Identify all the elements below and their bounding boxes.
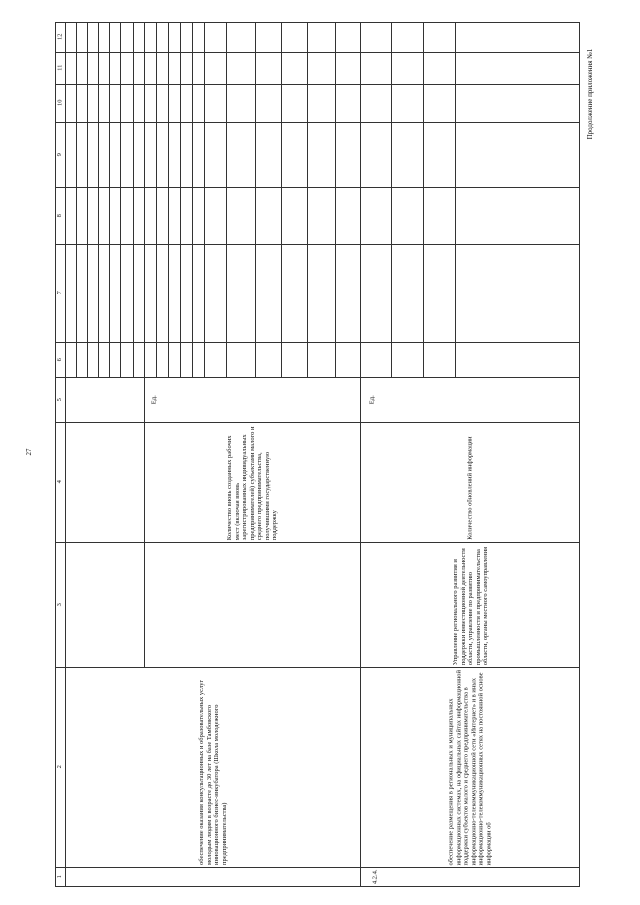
table-rule	[156, 22, 157, 377]
table-rule	[55, 867, 580, 868]
column-number-2	[55, 667, 65, 867]
column-number-12-text: 12	[56, 33, 64, 41]
table-rule	[391, 22, 392, 377]
column-number-4-text: 4	[56, 480, 64, 484]
column-number-7	[55, 244, 65, 342]
table-rule	[120, 22, 121, 377]
page-number	[14, 448, 44, 458]
section-a-unit-text: Ед.	[150, 395, 158, 404]
column-number-3-text: 3	[56, 602, 64, 607]
table-rule	[76, 22, 77, 377]
section-b-number-text: 4.2.4.	[371, 869, 379, 885]
column-number-9	[55, 122, 65, 187]
table-rule	[192, 22, 193, 377]
table-rule	[180, 22, 181, 377]
column-number-3	[55, 542, 65, 667]
table-rule	[255, 22, 256, 377]
column-number-8	[55, 187, 65, 244]
table-rule	[423, 22, 424, 377]
section-b-col2-text: обеспечение размещения в региональных и муниципальных информационных системах, на официальных сайтах информационной поддержки субъектов малого и среднего предпринимательства в информационно-телекоммуникационной сети «Интернет» и в иных информационно-телекоммуникационных сетях на постоянной основе информации об	[447, 669, 492, 865]
section-a-unit	[144, 377, 165, 422]
column-number-1	[55, 867, 65, 887]
table-rule	[335, 22, 336, 377]
table-rule	[455, 22, 456, 377]
table-rule	[55, 377, 580, 378]
section-b-number	[360, 867, 391, 887]
table-rule	[360, 22, 361, 377]
column-number-12	[55, 22, 65, 52]
column-number-10	[55, 84, 65, 122]
section-b-indicator	[360, 422, 580, 542]
column-number-1-text: 1	[56, 875, 64, 879]
column-number-7-text: 7	[56, 291, 64, 295]
page-number-text: 27	[25, 448, 33, 456]
table-rule	[87, 22, 88, 377]
section-a-indicator-text: Количество вновь созданных рабочих мест (включая вновь зарегистрированных индивидуальных предпринимателей) субъектами малого и среднего предпринимательства, получившими государственную поддержку	[225, 426, 278, 540]
column-number-5	[55, 377, 65, 422]
section-b-indicator-text: Количество обновлений информации	[466, 436, 474, 540]
section-a-col2	[65, 667, 360, 867]
column-number-9-text: 9	[56, 152, 64, 157]
section-a-indicator	[144, 422, 360, 542]
table-rule	[133, 22, 134, 377]
table-rule	[55, 886, 580, 887]
column-number-2-text: 2	[56, 765, 64, 769]
section-b-col3-text: Управление регионального развития и поддержки инвестиционной деятельности области, управление по развитию промышленности и предпринимательства области, органы местного самоуправления	[451, 546, 489, 665]
continuation-label-text: Продолжение приложения №1	[586, 48, 594, 140]
continuation-label	[535, 48, 640, 140]
table-rule	[226, 22, 227, 377]
section-b-col3	[360, 542, 580, 667]
table-rule	[281, 22, 282, 377]
section-b-unit	[360, 377, 385, 422]
section-b-col2	[360, 667, 580, 867]
table-rule	[144, 22, 145, 377]
table-rule	[204, 22, 205, 377]
section-a-col2-text: обеспечение оказания консультационных и образовательных услуг молодым людям в возрасте до 30 лет на базе Тамбовского инновационного бизнес-инкубатора (Школа молодежного предпринимательства)	[197, 679, 227, 865]
column-number-6	[55, 342, 65, 377]
column-number-6-text: 6	[56, 357, 64, 362]
table-rule	[168, 22, 169, 377]
table-rule	[109, 22, 110, 377]
column-number-5-text: 5	[56, 397, 64, 402]
table-rule	[65, 22, 66, 377]
section-b-unit-text: Ед.	[368, 395, 376, 404]
table-rule	[98, 22, 99, 377]
table-rule	[307, 22, 308, 377]
column-number-4	[55, 422, 65, 542]
column-number-11	[55, 52, 65, 84]
column-number-8-text: 8	[56, 213, 64, 218]
column-number-11-text: 11	[56, 64, 64, 72]
column-number-10-text: 10	[56, 99, 64, 107]
